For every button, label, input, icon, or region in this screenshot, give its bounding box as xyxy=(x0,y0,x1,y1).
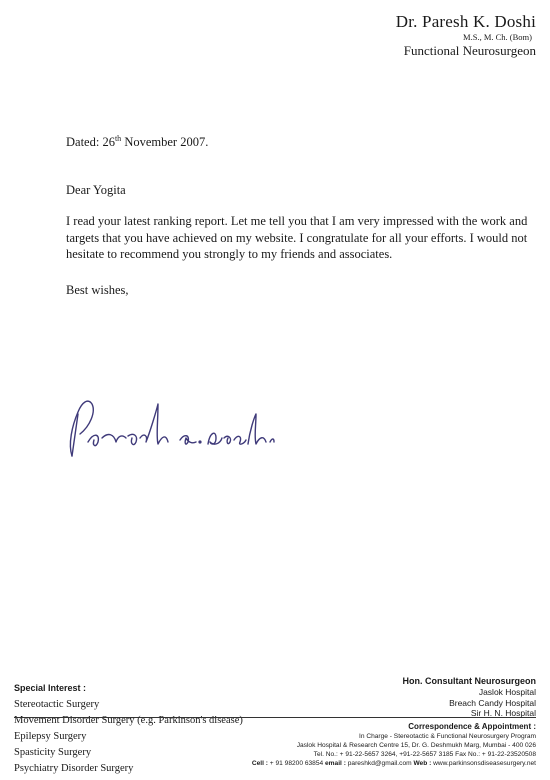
correspondence-block xyxy=(252,722,536,768)
doctor-name: Dr. Paresh K. Doshi xyxy=(395,12,536,31)
hospital-name: Jaslok Hospital xyxy=(478,687,536,697)
hospital-name: Breach Candy Hospital xyxy=(449,697,536,708)
letter-body: I read your latest ranking report. Let me tell you that I am very impressed with the work and targets that you have achieved on my website. I congratulate for all your efforts. I would not hesitate to recommend you strongly to my friends and associates. xyxy=(66,214,528,261)
interest-item: Movement Disorder Surgery (e.g. Parkinson's disease) xyxy=(14,715,243,726)
date-superscript: th xyxy=(114,134,122,143)
interest-item: Spasticity Surgery xyxy=(14,747,92,758)
correspondence-line: Tel. No.: + 91-22-5657 3264, +91-22-5657 3185 Fax No.: + 91-22-23520508 xyxy=(313,751,536,758)
hospitals-title: Hon. Consultant Neurosurgeon xyxy=(402,676,536,686)
date-prefix: Dated: 26 xyxy=(66,135,115,150)
correspondence-line: In Charge - Stereotactic & Functional Neurosurgery Program xyxy=(358,733,536,740)
website-url[interactable]: www.parkinsonsdiseasesurgery.net xyxy=(433,760,536,767)
email-address[interactable]: pareshkd@gmail.com xyxy=(347,760,412,767)
correspondence-line: Jaslok Hospital & Research Centre 15, Dr. G. Deshmukh Marg, Mumbai - 400 026 xyxy=(296,742,536,749)
letterhead xyxy=(396,12,536,58)
interest-item: Stereotactic Surgery xyxy=(14,699,100,710)
letter-greeting: Dear Yogita xyxy=(66,183,126,197)
letter-date xyxy=(66,134,208,150)
hospital-affiliations xyxy=(403,676,537,719)
doctor-degrees: M.S., M. Ch. (Bom) xyxy=(463,32,532,42)
email-label: email : xyxy=(325,760,346,767)
date-suffix: November 2007. xyxy=(121,135,209,150)
letter-closing: Best wishes, xyxy=(66,283,129,297)
special-interests xyxy=(14,683,243,777)
web-label: Web : xyxy=(413,760,432,767)
doctor-title: Functional Neurosurgeon xyxy=(403,43,536,58)
handwritten-signature xyxy=(58,392,282,466)
cell-number: + 91 98200 63854 xyxy=(269,760,324,767)
hospital-name: Sir H. N. Hospital xyxy=(470,708,536,718)
special-interest-title: Special Interest : xyxy=(14,683,87,693)
interest-item: Psychiatry Disorder Surgery xyxy=(14,763,134,774)
interest-item: Epilepsy Surgery xyxy=(14,731,87,742)
correspondence-title: Correspondence & Appointment : xyxy=(408,722,536,731)
contact-line xyxy=(252,759,536,768)
cell-label: Cell : xyxy=(251,760,268,767)
